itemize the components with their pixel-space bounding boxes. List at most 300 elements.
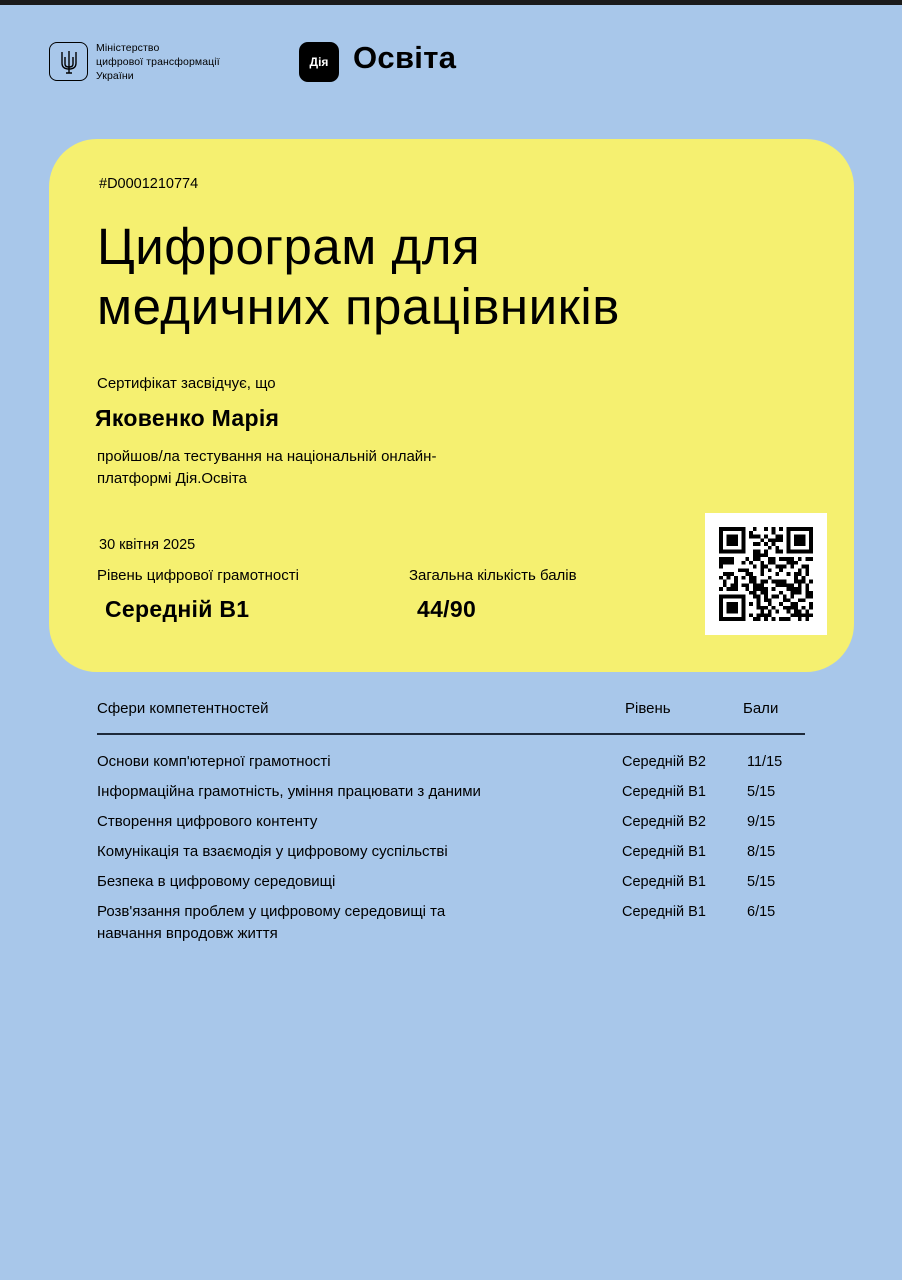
qr-module [779, 617, 783, 621]
qr-module [809, 602, 813, 606]
qr-module [805, 527, 809, 531]
qr-module [779, 550, 783, 554]
qr-module [772, 538, 776, 542]
qr-module [775, 565, 779, 569]
qr-module [749, 591, 753, 595]
qr-module [742, 568, 746, 572]
qr-module [753, 542, 757, 546]
qr-module [775, 538, 779, 542]
row-level: Середній B2 [622, 754, 706, 770]
qr-module [783, 595, 787, 599]
qr-module [798, 583, 802, 587]
qr-module [805, 557, 809, 561]
row-area-line-1: Розв'язання проблем у цифровому середовищі та [97, 903, 446, 920]
score-value: 44/90 [417, 596, 477, 622]
trident-icon [49, 42, 88, 81]
qr-module [760, 565, 764, 569]
score-label: Загальна кількість балів [409, 567, 577, 584]
certificate-date: 30 квітня 2025 [99, 537, 196, 553]
qr-module [764, 613, 768, 617]
qr-module [757, 535, 761, 539]
row-area [97, 811, 577, 833]
qr-module [734, 580, 738, 584]
qr-module [809, 580, 813, 584]
qr-module [727, 542, 731, 546]
qr-module [768, 561, 772, 565]
qr-module [764, 542, 768, 546]
qr-module [783, 580, 787, 584]
qr-module [802, 576, 806, 580]
qr-module [730, 602, 734, 606]
qr-module [787, 527, 791, 531]
qr-module [787, 572, 791, 576]
qr-module [794, 602, 798, 606]
qr-module [760, 580, 764, 584]
qr-module [768, 610, 772, 614]
qr-module [753, 557, 757, 561]
qr-module [764, 580, 768, 584]
qr-module [802, 527, 806, 531]
qr-module [742, 542, 746, 546]
qr-module [745, 568, 749, 572]
qr-module [738, 595, 742, 599]
qr-module [802, 538, 806, 542]
qr-module [809, 550, 813, 554]
qr-module [742, 538, 746, 542]
qr-module [723, 561, 727, 565]
row-level: Середній B2 [622, 814, 706, 830]
qr-module [794, 572, 798, 576]
qr-module [802, 580, 806, 584]
qr-module [753, 587, 757, 591]
qr-module [809, 613, 813, 617]
qr-module [730, 538, 734, 542]
qr-module [749, 602, 753, 606]
qr-module [753, 550, 757, 554]
qr-module [727, 610, 731, 614]
qr-module [790, 606, 794, 610]
course-title-line-2: медичних працівників [97, 278, 620, 335]
qr-module [727, 538, 731, 542]
qr-module [775, 550, 779, 554]
qr-module [798, 617, 802, 621]
qr-module [734, 606, 738, 610]
qr-module [738, 527, 742, 531]
qr-module [775, 535, 779, 539]
qr-module [742, 583, 746, 587]
row-area [97, 751, 577, 773]
qr-module [787, 546, 791, 550]
qr-module [719, 538, 723, 542]
qr-module [809, 557, 813, 561]
qr-module [723, 557, 727, 561]
qr-module [802, 598, 806, 602]
qr-module [790, 602, 794, 606]
qr-module [783, 598, 787, 602]
qr-module [719, 565, 723, 569]
qr-module [787, 538, 791, 542]
qr-module [794, 542, 798, 546]
ministry-line-3: України [96, 70, 134, 82]
passed-line-1: пройшов/ла тестування на національній онлайн- [97, 448, 437, 465]
qr-module [805, 587, 809, 591]
qr-module [757, 617, 761, 621]
qr-module [745, 557, 749, 561]
qr-module [809, 546, 813, 550]
qr-module [790, 527, 794, 531]
qr-module [742, 602, 746, 606]
qr-module [787, 550, 791, 554]
qr-module [742, 617, 746, 621]
qr-module [809, 538, 813, 542]
row-level: Середній B1 [622, 874, 706, 890]
row-area [97, 871, 577, 893]
qr-module [738, 617, 742, 621]
qr-module [798, 550, 802, 554]
qr-module [787, 531, 791, 535]
qr-module [768, 602, 772, 606]
qr-module [734, 527, 738, 531]
qr-module [730, 610, 734, 614]
qr-module [727, 595, 731, 599]
qr-module [734, 602, 738, 606]
qr-module [742, 598, 746, 602]
qr-module [753, 583, 757, 587]
qr-module [805, 617, 809, 621]
qr-module [760, 561, 764, 565]
qr-module [790, 565, 794, 569]
qr-module [719, 542, 723, 546]
qr-module [798, 527, 802, 531]
qr-module [772, 531, 776, 535]
qr-module [727, 617, 731, 621]
qr-module [779, 568, 783, 572]
qr-module [779, 535, 783, 539]
qr-module [730, 542, 734, 546]
qr-module [757, 602, 761, 606]
qr-module [794, 550, 798, 554]
qr-module [723, 572, 727, 576]
qr-module [730, 550, 734, 554]
qr-module [798, 557, 802, 561]
qr-module [757, 583, 761, 587]
qr-module [772, 580, 776, 584]
qr-module [760, 606, 764, 610]
qr-module [787, 617, 791, 621]
qr-module [749, 580, 753, 584]
ministry-line-1: Міністерство [96, 42, 160, 54]
qr-module [734, 535, 738, 539]
qr-module [753, 535, 757, 539]
qr-module [734, 617, 738, 621]
qr-module [772, 617, 776, 621]
qr-module [719, 535, 723, 539]
qr-module [775, 580, 779, 584]
qr-module [753, 595, 757, 599]
qr-module [730, 527, 734, 531]
qr-module [727, 527, 731, 531]
qr-module [753, 591, 757, 595]
qr-module [775, 610, 779, 614]
qr-module [798, 591, 802, 595]
course-title-line-1: Цифрограм для [97, 218, 481, 275]
qr-module [798, 587, 802, 591]
qr-module [727, 550, 731, 554]
qr-module [783, 565, 787, 569]
qr-module [805, 613, 809, 617]
row-area-line-1: Створення цифрового контенту [97, 813, 318, 830]
row-area-line-1: Основи комп'ютерної грамотності [97, 753, 331, 770]
qr-module [738, 550, 742, 554]
qr-module [768, 546, 772, 550]
qr-module [719, 595, 723, 599]
qr-module [749, 561, 753, 565]
qr-module [727, 535, 731, 539]
top-status-strip [0, 0, 902, 5]
qr-module [734, 550, 738, 554]
qr-module [779, 557, 783, 561]
qr-module [719, 610, 723, 614]
qr-module [730, 557, 734, 561]
qr-module [727, 561, 731, 565]
qr-module [790, 583, 794, 587]
level-value: Середній B1 [105, 596, 250, 622]
qr-module [764, 535, 768, 539]
qr-module [727, 557, 731, 561]
qr-module [749, 576, 753, 580]
qr-module [730, 617, 734, 621]
qr-module [798, 610, 802, 614]
certifies-text: Сертифікат засвідчує, що [97, 375, 276, 392]
qr-module [772, 587, 776, 591]
qr-module [760, 553, 764, 557]
qr-module [809, 535, 813, 539]
qr-module [768, 557, 772, 561]
qr-module [745, 583, 749, 587]
certificate-card [49, 139, 854, 672]
qr-module [809, 531, 813, 535]
qr-module [727, 576, 731, 580]
row-level: Середній B1 [622, 784, 706, 800]
qr-module [787, 542, 791, 546]
qr-module [753, 553, 757, 557]
qr-module [753, 617, 757, 621]
qr-module [727, 587, 731, 591]
qr-module [723, 527, 727, 531]
qr-code-graphic [719, 527, 813, 621]
qr-module [730, 561, 734, 565]
qr-module [790, 591, 794, 595]
qr-module [764, 565, 768, 569]
row-area [97, 841, 577, 863]
course-title [97, 217, 817, 337]
qr-module [794, 613, 798, 617]
qr-module [805, 610, 809, 614]
qr-module [790, 595, 794, 599]
row-area-line-1: Безпека в цифровому середовищі [97, 873, 336, 890]
qr-module [742, 546, 746, 550]
qr-module [794, 538, 798, 542]
qr-module [757, 613, 761, 617]
qr-module [787, 598, 791, 602]
qr-module [794, 527, 798, 531]
qr-module [768, 538, 772, 542]
qr-module [734, 538, 738, 542]
qr-module [794, 591, 798, 595]
qr-module [764, 606, 768, 610]
holder-name: Яковенко Марія [95, 405, 280, 431]
row-area [97, 901, 577, 945]
qr-module [764, 587, 768, 591]
qr-module [760, 538, 764, 542]
qr-module [760, 610, 764, 614]
qr-module [809, 527, 813, 531]
qr-module [749, 535, 753, 539]
qr-module [749, 613, 753, 617]
qr-module [779, 527, 783, 531]
qr-module [805, 565, 809, 569]
row-area-line-2: навчання впродовж життя [97, 925, 278, 942]
qr-module [794, 587, 798, 591]
qr-module [742, 576, 746, 580]
diia-logo-text: Дія [309, 55, 329, 69]
qr-module [772, 595, 776, 599]
qr-module [753, 576, 757, 580]
qr-module [787, 583, 791, 587]
qr-module [790, 550, 794, 554]
qr-module [719, 606, 723, 610]
qr-module [772, 527, 776, 531]
qr-module [802, 565, 806, 569]
qr-module [753, 580, 757, 584]
qr-module [772, 557, 776, 561]
qr-module [719, 527, 723, 531]
qr-module [779, 538, 783, 542]
qr-module [723, 580, 727, 584]
qr-module [779, 565, 783, 569]
row-score: 5/15 [747, 874, 776, 890]
row-score: 9/15 [747, 814, 776, 830]
qr-module [798, 535, 802, 539]
qr-module [794, 535, 798, 539]
row-area [97, 781, 577, 803]
qr-module [798, 580, 802, 584]
qr-module [798, 598, 802, 602]
qr-code-icon[interactable] [705, 513, 827, 635]
qr-module [764, 617, 768, 621]
qr-module [757, 542, 761, 546]
qr-module [753, 527, 757, 531]
qr-module [760, 583, 764, 587]
qr-module [768, 576, 772, 580]
qr-module [719, 557, 723, 561]
qr-module [757, 587, 761, 591]
qr-module [719, 617, 723, 621]
header-score: Бали [743, 700, 779, 717]
qr-module [787, 557, 791, 561]
qr-module [779, 602, 783, 606]
qr-module [742, 610, 746, 614]
qr-module [805, 583, 809, 587]
qr-module [745, 587, 749, 591]
qr-module [719, 598, 723, 602]
qr-module [794, 610, 798, 614]
qr-module [783, 583, 787, 587]
qr-module [764, 591, 768, 595]
qr-module [719, 613, 723, 617]
qr-module [764, 598, 768, 602]
row-level: Середній B1 [622, 844, 706, 860]
brand-title: Освіта [353, 40, 457, 75]
qr-module [764, 550, 768, 554]
row-score: 5/15 [747, 784, 776, 800]
diia-logo [299, 42, 339, 82]
qr-module [760, 591, 764, 595]
qr-module [742, 613, 746, 617]
qr-module [787, 535, 791, 539]
qr-module [757, 598, 761, 602]
qr-module [802, 606, 806, 610]
qr-module [805, 595, 809, 599]
qr-module [757, 595, 761, 599]
qr-module [723, 617, 727, 621]
qr-module [779, 591, 783, 595]
trident-icon-graphic [59, 49, 79, 75]
qr-module [783, 557, 787, 561]
qr-module [760, 587, 764, 591]
header-level: Рівень [625, 700, 671, 717]
qr-module [730, 606, 734, 610]
qr-module [734, 583, 738, 587]
qr-module [768, 598, 772, 602]
qr-module [805, 568, 809, 572]
ministry-line-2: цифрової трансформації [96, 56, 220, 68]
qr-module [730, 535, 734, 539]
qr-module [794, 576, 798, 580]
qr-module [775, 546, 779, 550]
qr-module [764, 553, 768, 557]
qr-module [787, 587, 791, 591]
qr-module [719, 531, 723, 535]
qr-module [760, 568, 764, 572]
qr-module [734, 587, 738, 591]
qr-module [719, 576, 723, 580]
qr-module [805, 572, 809, 576]
qr-module [779, 580, 783, 584]
row-area-line-1: Комунікація та взаємодія у цифровому суспільстві [97, 843, 448, 860]
qr-module [727, 602, 731, 606]
qr-module [809, 591, 813, 595]
qr-module [783, 617, 787, 621]
qr-module [734, 595, 738, 599]
qr-module [749, 531, 753, 535]
qr-module [764, 527, 768, 531]
qr-module [742, 531, 746, 535]
qr-module [802, 550, 806, 554]
qr-module [723, 550, 727, 554]
qr-module [794, 606, 798, 610]
qr-module [805, 591, 809, 595]
qr-module [719, 587, 723, 591]
qr-module [768, 613, 772, 617]
qr-module [783, 606, 787, 610]
qr-module [798, 542, 802, 546]
qr-module [742, 561, 746, 565]
qr-module [802, 613, 806, 617]
qr-module [772, 542, 776, 546]
qr-module [757, 553, 761, 557]
row-score: 6/15 [747, 904, 776, 920]
